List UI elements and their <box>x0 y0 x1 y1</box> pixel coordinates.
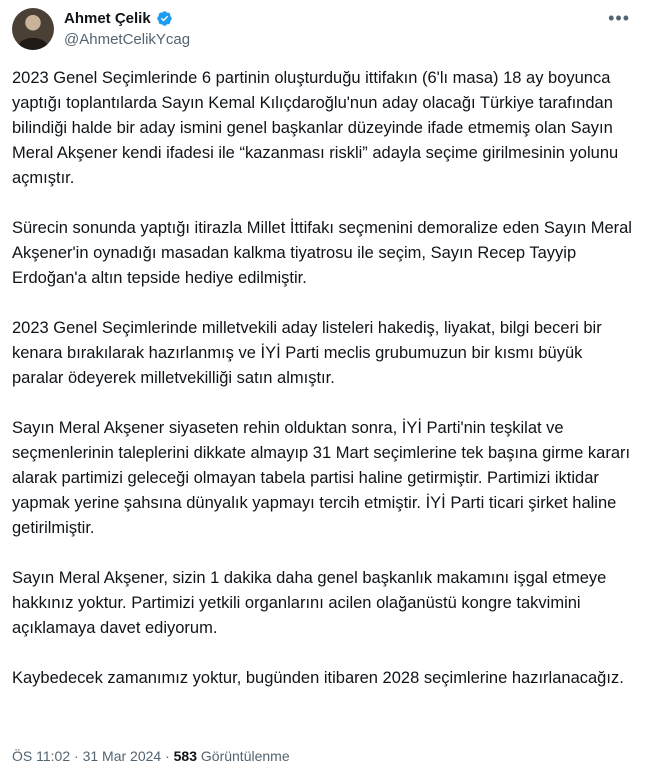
meta-separator: · <box>74 748 79 764</box>
author-name[interactable]: Ahmet Çelik <box>64 10 151 27</box>
tweet-date[interactable]: 31 Mar 2024 <box>82 748 162 764</box>
author-handle[interactable]: @AhmetCelikYcag <box>64 31 191 48</box>
tweet-time[interactable]: ÖS 11:02 <box>12 748 71 764</box>
tweet-paragraph-3: 2023 Genel Seçimlerinde milletvekili aday listeleri hakediş, liyakat, bilgi beceri bir kenara bırakılarak hazırlanmış ve İYİ Parti meclis grubumuzun bir kısmı büyük paralar ödeyerek milletvekilliği satın almıştır. <box>12 319 602 387</box>
avatar-figure <box>18 38 48 50</box>
tweet-paragraph-6: Kaybedecek zamanımız yoktur, bugünden itibaren 2028 seçimlerine hazırlanacağız. <box>12 669 624 687</box>
tweet-paragraph-4: Sayın Meral Akşener siyaseten rehin olduktan sonra, İYİ Parti'nin teşkilat ve seçmenlerinin taleplerini dikkate almayıp 31 Mart seçimlerine tek başına girme kararı alarak partimizi geleceği olmayan tabela partisi haline getirmiştir. Partimizi iktidar yapmak yerine şahsına dünyalık yapmayı tercih etmiştir. İYİ Parti ticari şirket haline getirilmiştir. <box>12 419 631 537</box>
views-count: 583 <box>173 748 197 764</box>
tweet-header <box>12 6 638 54</box>
meta-separator-2: · <box>165 748 170 764</box>
author-name-row <box>64 10 173 27</box>
tweet-paragraph-5: Sayın Meral Akşener, sizin 1 dakika daha genel başkanlık makamını işgal etmeye hakkınız yoktur. Partimizi yetkili organlarını acilen olağanüstü kongre takvimini açıklamaya davet ediyorum. <box>12 569 607 637</box>
tweet-meta <box>12 748 290 764</box>
tweet-text <box>12 66 638 716</box>
views-label: Görüntülenme <box>200 748 290 764</box>
tweet-paragraph-1: 2023 Genel Seçimlerinde 6 partinin oluşturduğu ittifakın (6'lı masa) 18 ay boyunca yaptığı toplantılarda Sayın Kemal Kılıçdaroğlu'nun aday olacağı Türkiye tarafından bilindiği halde bir aday ismini genel başkanlar düzeyinde ifade etmemiş olan Sayın Meral Akşener kendi ifadesi ile “kazanması riskli” adayla seçime girilmesinin yolunu açmıştır. <box>12 69 619 187</box>
avatar[interactable] <box>12 8 54 50</box>
more-options-icon[interactable]: ••• <box>608 8 630 28</box>
verified-badge-icon <box>156 10 173 27</box>
tweet-paragraph-2: Sürecin sonunda yaptığı itirazla Millet İttifakı seçmenini demoralize eden Sayın Meral Akşener'in oynadığı masadan kalkma tiyatrosu ile seçim, Sayın Recep Tayyip Erdoğan'a altın tepside hediye edilmiştir. <box>12 219 632 287</box>
